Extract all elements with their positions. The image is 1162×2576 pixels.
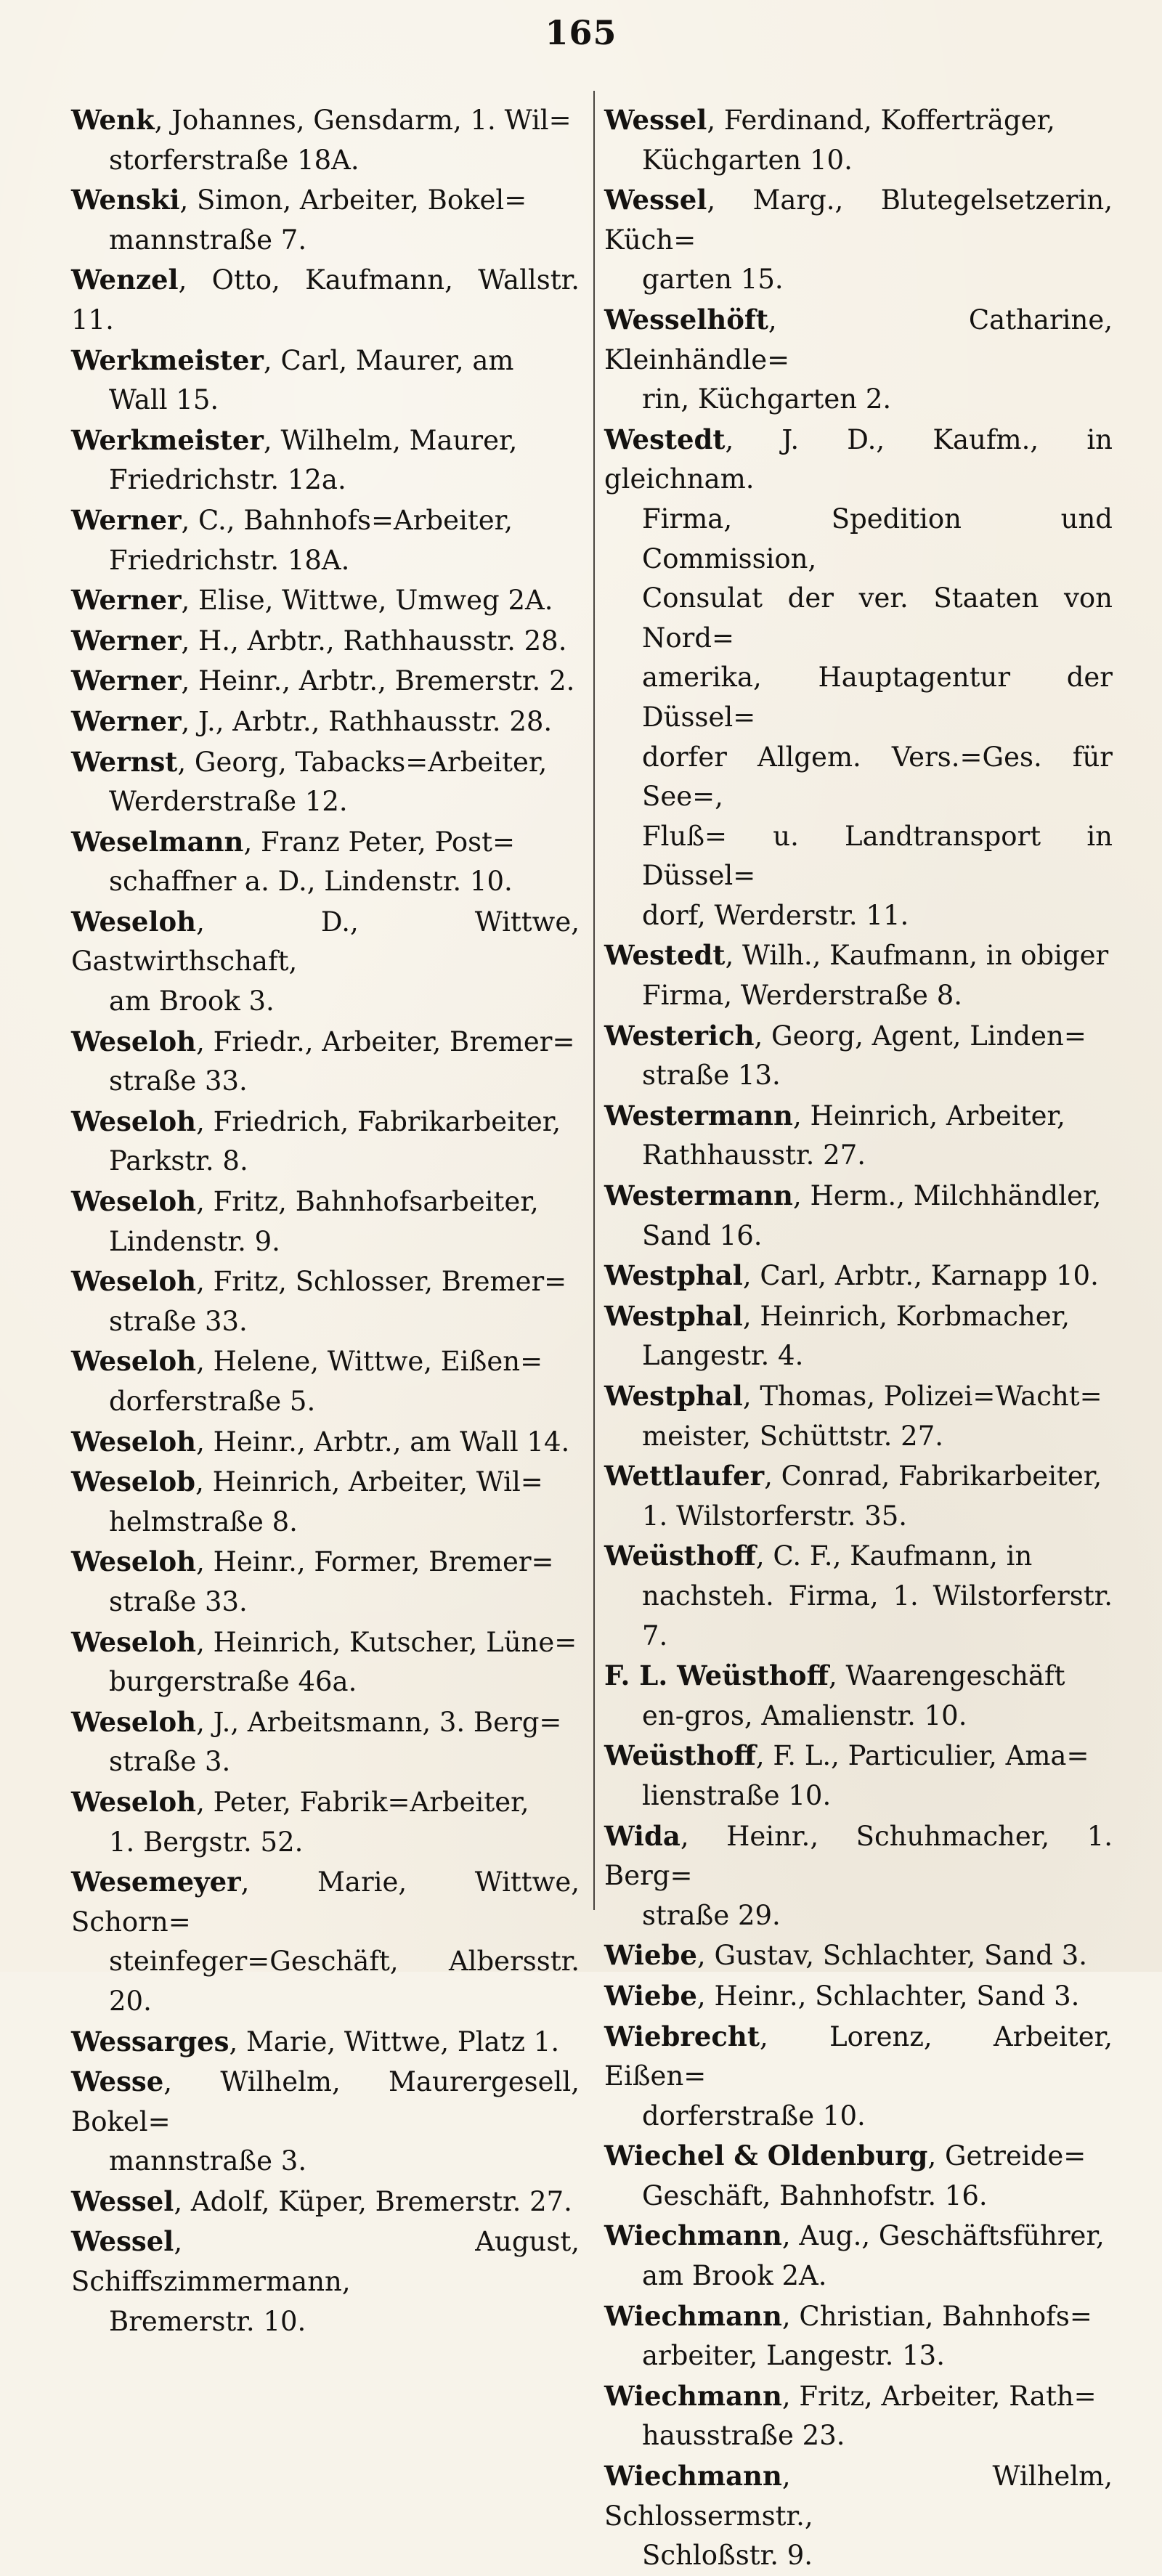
entry-details: , Getreide= bbox=[927, 2140, 1086, 2172]
entry-details-continuation: Werderstraße 12. bbox=[109, 786, 348, 818]
entry-details: , Aug., Geschäftsführer, bbox=[781, 2220, 1105, 2252]
entry-details: , August, Schiffszimmermann, bbox=[71, 2226, 580, 2298]
entry-surname: Weseloh bbox=[71, 1785, 197, 1818]
entry-details: , Marie, Wittwe, Schorn= bbox=[71, 1866, 580, 1938]
directory-entry bbox=[71, 2182, 580, 2222]
entry-details-continuation: storferstraße 18A. bbox=[109, 144, 359, 176]
directory-entry bbox=[604, 2296, 1113, 2376]
directory-entry bbox=[71, 1462, 580, 1542]
entry-details-continuation: dorferstraße 5. bbox=[109, 1386, 316, 1417]
entry-details: , Helene, Wittwe, Eißen= bbox=[196, 1346, 543, 1378]
entry-details: , Heinr., Schuhmacher, 1. Berg= bbox=[604, 1820, 1113, 1892]
directory-entry bbox=[71, 1341, 580, 1421]
entry-details: , Heinrich, Arbeiter, Wil= bbox=[195, 1466, 543, 1498]
directory-entry bbox=[604, 1256, 1113, 1296]
entry-details-continuation: 1. Wilstorferstr. 35. bbox=[642, 1500, 908, 1532]
entry-details-continuation: Friedrichstr. 18A. bbox=[109, 544, 350, 576]
entry-details: , Thomas, Polizei=Wacht= bbox=[742, 1381, 1102, 1412]
entry-surname: Wiechmann bbox=[604, 2299, 782, 2332]
directory-entry bbox=[71, 1022, 580, 1102]
entry-surname: Westermann bbox=[604, 1099, 793, 1131]
entry-surname: Werner bbox=[71, 704, 182, 737]
entry-details: , J. D., Kaufm., in gleichnam. bbox=[604, 423, 1113, 495]
entry-surname: Wenk bbox=[71, 104, 155, 136]
entry-surname: Wiechmann bbox=[604, 2219, 782, 2252]
directory-entry bbox=[71, 580, 580, 621]
directory-entry bbox=[71, 100, 580, 180]
entry-surname: Wenski bbox=[71, 184, 180, 216]
entry-details-continuation: am Brook 2A. bbox=[642, 2260, 827, 2292]
entry-details: , Otto, Kaufmann, Wallstr. 11. bbox=[71, 264, 580, 336]
entry-details: , Carl, Arbtr., Karnapp 10. bbox=[742, 1260, 1099, 1292]
entry-details-continuation: 1. Bergstr. 52. bbox=[109, 1826, 304, 1858]
entry-details-continuation: steinfeger=Geschäft, Albersstr. 20. bbox=[109, 1946, 580, 2017]
entry-details: , Christian, Bahnhofs= bbox=[781, 2300, 1092, 2332]
entry-surname: F. L. Weüsthoff bbox=[604, 1659, 829, 1692]
directory-entry bbox=[604, 1736, 1113, 1816]
entry-surname: Westedt bbox=[604, 939, 726, 972]
directory-entry bbox=[604, 2136, 1113, 2216]
entry-details-continuation: Wall 15. bbox=[109, 384, 219, 416]
entry-surname: Westphal bbox=[604, 1299, 743, 1332]
entry-surname: Wernst bbox=[71, 745, 178, 778]
entry-details: , J., Arbtr., Rathhausstr. 28. bbox=[181, 705, 553, 737]
directory-entry bbox=[604, 1016, 1113, 1096]
entry-details: , Heinr., Arbtr., Bremerstr. 2. bbox=[181, 665, 575, 697]
entry-details: , Georg, Agent, Linden= bbox=[754, 1020, 1086, 1052]
entry-details: , Heinrich, Korbmacher, bbox=[742, 1300, 1070, 1332]
entry-details-continuation: hausstraße 23. bbox=[642, 2420, 845, 2452]
entry-surname: Wiechel & Oldenburg bbox=[604, 2140, 928, 2172]
entry-details: , Herm., Milchhändler, bbox=[792, 1180, 1102, 1212]
entry-surname: Weseloh bbox=[71, 1625, 197, 1658]
directory-entry bbox=[71, 2222, 580, 2341]
entry-details: , Marie, Wittwe, Platz 1. bbox=[229, 2026, 560, 2057]
entry-details: , Fritz, Bahnhofsarbeiter, bbox=[196, 1186, 539, 1218]
entry-details: , Catharine, Kleinhändle= bbox=[604, 304, 1113, 375]
entry-surname: Westermann bbox=[604, 1179, 793, 1212]
entry-details: , Heinrich, Arbeiter, bbox=[792, 1100, 1065, 1131]
page-number: 165 bbox=[545, 13, 617, 52]
entry-surname: Wessel bbox=[71, 2225, 174, 2258]
left-column bbox=[71, 100, 580, 2341]
entry-surname: Werkmeister bbox=[71, 423, 264, 456]
entry-surname: Weseloh bbox=[71, 1705, 197, 1738]
entry-details: , Fritz, Arbeiter, Rath= bbox=[781, 2380, 1097, 2412]
directory-entry bbox=[604, 1176, 1113, 1256]
entry-details: , Johannes, Gensdarm, 1. Wil= bbox=[154, 105, 572, 136]
entry-details: , Heinr., Arbtr., am Wall 14. bbox=[196, 1426, 570, 1458]
entry-details: , Waarengeschäft bbox=[828, 1660, 1065, 1692]
entry-details-continuation: helmstraße 8. bbox=[109, 1506, 298, 1537]
entry-details-continuation: Sand 16. bbox=[642, 1219, 763, 1251]
directory-entry bbox=[71, 1102, 580, 1182]
entry-details: , Simon, Arbeiter, Bokel= bbox=[179, 184, 527, 216]
directory-entry bbox=[71, 1782, 580, 1862]
entry-details-continuation: am Brook 3. bbox=[109, 986, 275, 1017]
entry-details: , C., Bahnhofs=Arbeiter, bbox=[181, 504, 513, 536]
directory-entry bbox=[604, 100, 1113, 180]
entry-details-continuation: Fluß= u. Landtransport in Düssel= bbox=[642, 820, 1113, 892]
entry-details: , Wilhelm, Maurergesell, Bokel= bbox=[71, 2066, 580, 2137]
entry-surname: Weüsthoff bbox=[604, 1739, 756, 1772]
entry-details: , C. F., Kaufmann, in bbox=[755, 1540, 1033, 1572]
directory-entry bbox=[604, 1096, 1113, 1176]
directory-entry bbox=[71, 742, 580, 822]
entry-details: , Carl, Maurer, am bbox=[263, 344, 514, 376]
entry-surname: Wiebrecht bbox=[604, 2020, 760, 2052]
directory-entry bbox=[604, 1376, 1113, 1456]
directory-entry bbox=[71, 341, 580, 420]
directory-entry bbox=[71, 1862, 580, 2021]
entry-surname: Weseloh bbox=[71, 1265, 197, 1298]
entry-details-continuation: amerika, Hauptagentur der Düssel= bbox=[642, 662, 1113, 733]
entry-details: , Heinrich, Kutscher, Lüne= bbox=[196, 1626, 577, 1658]
entry-details-continuation: schaffner a. D., Lindenstr. 10. bbox=[109, 866, 513, 898]
entry-surname: Wessel bbox=[604, 104, 707, 136]
entry-details: , Heinr., Schlachter, Sand 3. bbox=[696, 1980, 1080, 2012]
directory-entry bbox=[71, 2022, 580, 2063]
directory-entry bbox=[71, 621, 580, 662]
directory-entry bbox=[604, 1935, 1113, 1976]
entry-surname: Weseloh bbox=[71, 905, 197, 938]
directory-entry bbox=[604, 1296, 1113, 1376]
entry-details-continuation: straße 29. bbox=[642, 1899, 781, 1931]
directory-entry bbox=[71, 2062, 580, 2182]
entry-details: , Conrad, Fabrikarbeiter, bbox=[764, 1460, 1102, 1492]
entry-surname: Werner bbox=[71, 665, 182, 697]
entry-surname: Wiechmann bbox=[604, 2379, 782, 2412]
entry-details-continuation: straße 33. bbox=[109, 1585, 248, 1617]
directory-entry bbox=[71, 180, 580, 260]
directory-entry bbox=[71, 661, 580, 702]
entry-surname: Wiebe bbox=[604, 1939, 697, 1972]
entry-details-continuation: dorf, Werderstr. 11. bbox=[642, 899, 909, 931]
entry-surname: Wiebe bbox=[604, 1979, 697, 2012]
entry-surname: Wesselhöft bbox=[604, 303, 768, 336]
entry-surname: Weseloh bbox=[71, 1185, 197, 1218]
directory-entry bbox=[604, 1456, 1113, 1536]
entry-details: , Lorenz, Arbeiter, Eißen= bbox=[604, 2020, 1113, 2092]
entry-details-continuation: garten 15. bbox=[642, 264, 784, 296]
entry-details-continuation: mannstraße 3. bbox=[109, 2145, 307, 2177]
entry-details-continuation: Firma, Werderstraße 8. bbox=[642, 980, 963, 1012]
directory-entry bbox=[604, 935, 1113, 1015]
entry-surname: Weselob bbox=[71, 1466, 196, 1498]
directory-entry bbox=[604, 300, 1113, 420]
entry-surname: Weselmann bbox=[71, 825, 244, 858]
entry-details-continuation: nachsteh. Firma, 1. Wilstorferstr. 7. bbox=[642, 1580, 1113, 1651]
entry-surname: Werner bbox=[71, 624, 182, 657]
entry-surname: Werner bbox=[71, 503, 182, 536]
entry-details-continuation: lienstraße 10. bbox=[642, 1779, 832, 1811]
entry-surname: Weseloh bbox=[71, 1425, 197, 1458]
entry-details-continuation: Langestr. 4. bbox=[642, 1340, 804, 1372]
entry-surname: Wessel bbox=[604, 184, 707, 216]
entry-details: , Adolf, Küper, Bremerstr. 27. bbox=[174, 2185, 572, 2217]
entry-surname: Wida bbox=[604, 1819, 680, 1852]
entry-details: , Gustav, Schlachter, Sand 3. bbox=[696, 1940, 1088, 1972]
entry-details-continuation: dorfer Allgem. Vers.=Ges. für See=, bbox=[642, 741, 1113, 813]
entry-details-continuation: Küchgarten 10. bbox=[642, 144, 853, 176]
entry-details-continuation: rin, Küchgarten 2. bbox=[642, 383, 892, 415]
directory-entry bbox=[71, 1422, 580, 1463]
entry-details: , Franz Peter, Post= bbox=[243, 826, 516, 858]
entry-details-continuation: en-gros, Amalienstr. 10. bbox=[642, 1699, 967, 1731]
entry-details: , Georg, Tabacks=Arbeiter, bbox=[177, 746, 548, 778]
directory-entry bbox=[71, 1182, 580, 1261]
entry-details-continuation: straße 33. bbox=[109, 1065, 248, 1097]
directory-entry bbox=[604, 2456, 1113, 2576]
directory-entry bbox=[604, 2376, 1113, 2456]
entry-surname: Weseloh bbox=[71, 1105, 197, 1137]
directory-entry bbox=[604, 420, 1113, 936]
directory-entry bbox=[71, 420, 580, 500]
entry-surname: Weüsthoff bbox=[604, 1540, 756, 1572]
directory-entry bbox=[71, 822, 580, 902]
entry-details-continuation: Bremerstr. 10. bbox=[109, 2305, 306, 2337]
entry-details: , Heinr., Former, Bremer= bbox=[196, 1546, 554, 1578]
entry-details-continuation: straße 33. bbox=[109, 1305, 248, 1337]
directory-entry bbox=[604, 1976, 1113, 2017]
entry-details: , Wilhelm, Schlossermstr., bbox=[604, 2461, 1113, 2532]
entry-details: , Friedr., Arbeiter, Bremer= bbox=[196, 1025, 575, 1057]
entry-surname: Wesse bbox=[71, 2065, 164, 2098]
entry-details-continuation: straße 3. bbox=[109, 1746, 231, 1778]
directory-entry bbox=[71, 902, 580, 1022]
entry-details: , Wilh., Kaufmann, in obiger bbox=[725, 940, 1109, 972]
entry-details-continuation: Consulat der ver. Staaten von Nord= bbox=[642, 582, 1113, 654]
entry-details: , F. L., Particulier, Ama= bbox=[755, 1740, 1089, 1772]
entry-details: , Ferdinand, Kofferträger, bbox=[707, 105, 1055, 136]
entry-details: , Marg., Blutegelsetzerin, Küch= bbox=[604, 184, 1113, 256]
directory-entry bbox=[71, 500, 580, 580]
entry-details-continuation: mannstraße 7. bbox=[109, 224, 307, 256]
entry-details-continuation: Schloßstr. 9. bbox=[642, 2540, 813, 2572]
entry-details: , H., Arbtr., Rathhausstr. 28. bbox=[181, 625, 567, 657]
entry-details: , D., Wittwe, Gastwirthschaft, bbox=[71, 906, 580, 978]
entry-surname: Werkmeister bbox=[71, 344, 264, 376]
entry-details-continuation: Parkstr. 8. bbox=[109, 1145, 248, 1177]
directory-entry bbox=[71, 1261, 580, 1341]
entry-details: , Elise, Wittwe, Umweg 2A. bbox=[181, 585, 553, 617]
directory-entry bbox=[71, 702, 580, 742]
entry-details: , Friedrich, Fabrikarbeiter, bbox=[196, 1105, 561, 1137]
entry-details-continuation: Firma, Spedition und Commission, bbox=[642, 503, 1113, 574]
entry-details-continuation: arbeiter, Langestr. 13. bbox=[642, 2340, 945, 2372]
entry-details-continuation: burgerstraße 46a. bbox=[109, 1666, 357, 1698]
entry-details: , Fritz, Schlosser, Bremer= bbox=[196, 1266, 567, 1298]
entry-surname: Wessel bbox=[71, 2185, 174, 2217]
directory-entry bbox=[71, 260, 580, 340]
entry-details: , Wilhelm, Maurer, bbox=[263, 424, 518, 456]
directory-entry bbox=[604, 1816, 1113, 1936]
entry-surname: Westphal bbox=[604, 1380, 743, 1412]
entry-details: , Peter, Fabrik=Arbeiter, bbox=[196, 1786, 529, 1818]
directory-entry bbox=[604, 2216, 1113, 2296]
entry-surname: Westedt bbox=[604, 423, 726, 455]
entry-surname: Westerich bbox=[604, 1019, 755, 1052]
entry-surname: Wesemeyer bbox=[71, 1866, 241, 1898]
directory-entry bbox=[71, 1542, 580, 1622]
entry-surname: Werner bbox=[71, 584, 182, 617]
entry-details-continuation: straße 13. bbox=[642, 1060, 781, 1092]
directory-entry bbox=[604, 1536, 1113, 1656]
entry-details-continuation: meister, Schüttstr. 27. bbox=[642, 1420, 944, 1452]
directory-entry bbox=[604, 2017, 1113, 2137]
directory-entry bbox=[71, 1702, 580, 1782]
entry-details-continuation: Friedrichstr. 12a. bbox=[109, 464, 346, 496]
right-column bbox=[604, 100, 1113, 2576]
column-divider bbox=[593, 91, 595, 1910]
directory-entry bbox=[71, 1622, 580, 1702]
entry-surname: Weseloh bbox=[71, 1545, 197, 1578]
entry-surname: Westphal bbox=[604, 1259, 743, 1292]
entry-surname: Weseloh bbox=[71, 1025, 197, 1057]
entry-details: , J., Arbeitsmann, 3. Berg= bbox=[196, 1706, 562, 1738]
entry-surname: Wiechmann bbox=[604, 2460, 782, 2492]
entry-surname: Weseloh bbox=[71, 1345, 197, 1378]
directory-entry bbox=[604, 180, 1113, 300]
directory-entry bbox=[604, 1656, 1113, 1736]
entry-details-continuation: Rathhausstr. 27. bbox=[642, 1139, 866, 1171]
entry-details-continuation: Geschäft, Bahnhofstr. 16. bbox=[642, 2179, 988, 2211]
entry-details-continuation: dorferstraße 10. bbox=[642, 2100, 866, 2132]
entry-surname: Wessarges bbox=[71, 2025, 229, 2057]
entry-surname: Wenzel bbox=[71, 264, 179, 296]
entry-details-continuation: Lindenstr. 9. bbox=[109, 1225, 280, 1257]
entry-surname: Wettlaufer bbox=[604, 1460, 765, 1492]
